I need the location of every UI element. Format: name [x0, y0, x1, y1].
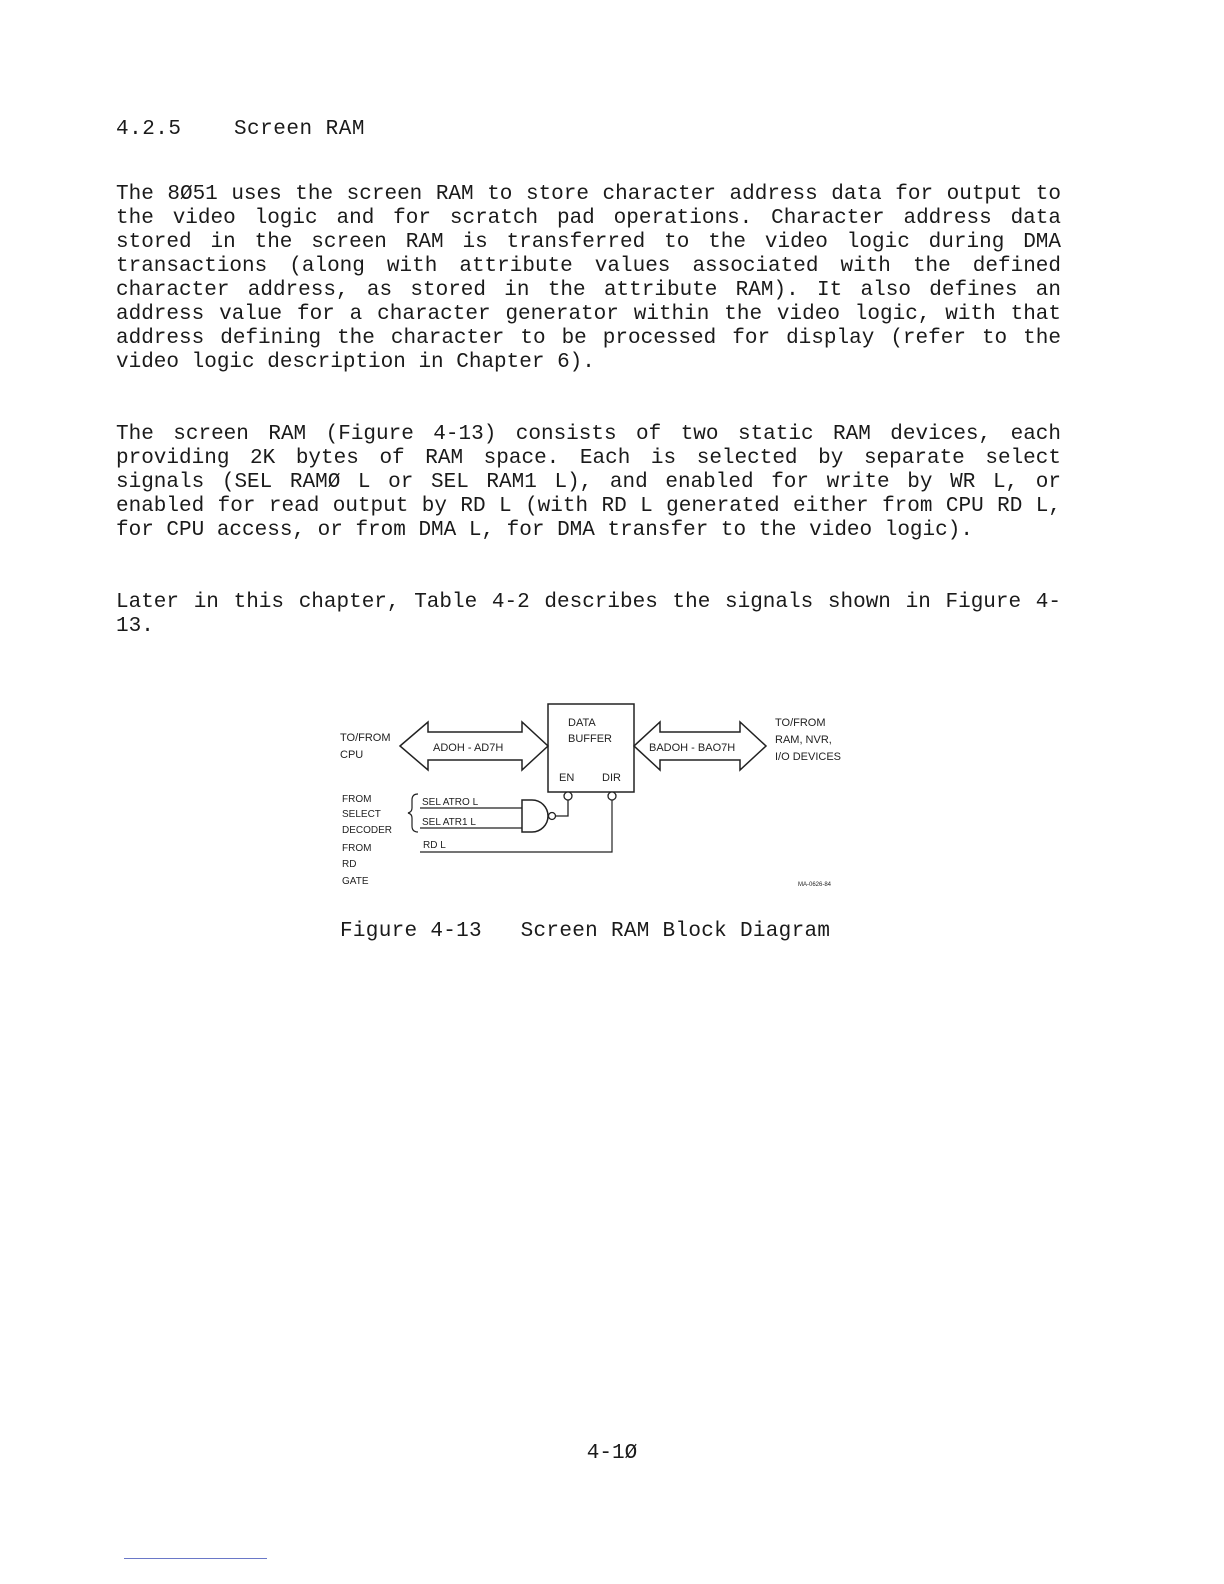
label-from-select-2: SELECT	[342, 809, 381, 820]
label-data: DATA	[568, 717, 596, 729]
label-dir: DIR	[602, 772, 621, 784]
label-from-rd-2: RD	[342, 859, 357, 870]
section-heading	[116, 118, 365, 141]
en-bubble	[564, 792, 572, 800]
select-decoder-brace	[408, 794, 418, 832]
label-to-from-dev-2: RAM, NVR,	[775, 734, 832, 746]
dir-bubble	[608, 792, 616, 800]
paragraph-screen-ram-usage: The 8Ø51 uses the screen RAM to store character address data for output to the video logic and for scratch pad operations. Character address data stored in the screen RAM is transferred to the video logic during DMA transactions (along with attribute values associated with the defined character address, as stored in the attribute RAM). It also defines an address value for a character generator within the video logic, with that address defining the character to be processed for display (refer to the video logic description in Chapter 6).	[116, 183, 1061, 374]
label-from-rd-1: FROM	[342, 843, 372, 854]
label-cpu-bus: ADOH - AD7H	[433, 742, 504, 754]
page-number: 4-1Ø	[586, 1442, 638, 1465]
label-to-from-cpu-1: TO/FROM	[340, 732, 391, 744]
section-number: 4.2.5	[116, 118, 182, 141]
label-to-from-dev-3: I/O DEVICES	[775, 751, 842, 763]
nand-gate	[522, 800, 548, 832]
label-to-from-dev-1: TO/FROM	[775, 717, 826, 729]
label-device-bus: BADOH - BAO7H	[649, 742, 736, 754]
label-drawing-id: MA-0626-84	[798, 882, 832, 888]
section-title: Screen RAM	[233, 118, 365, 141]
label-from-select-1: FROM	[342, 794, 372, 805]
label-sel-atr1: SEL ATR1 L	[422, 817, 476, 828]
nand-bubble	[549, 813, 556, 820]
screen-ram-block-diagram	[330, 696, 870, 896]
footer-rule	[124, 1558, 267, 1559]
label-buffer: BUFFER	[568, 733, 612, 745]
label-to-from-cpu-2: CPU	[340, 749, 364, 761]
gate-to-en-wire	[556, 800, 568, 816]
label-from-select-3: DECODER	[342, 825, 393, 836]
figure-caption: Figure 4-13 Screen RAM Block Diagram	[340, 920, 831, 943]
label-en: EN	[559, 772, 575, 784]
label-sel-atr0: SEL ATRO L	[422, 797, 479, 808]
block-diagram-svg	[330, 696, 870, 896]
paragraph-screen-ram-devices: The screen RAM (Figure 4-13) consists of two static RAM devices, each providing 2K bytes of RAM space. Each is selected by separate select signals (SEL RAMØ L or SEL RAM1 L), and enabled for write by WR L, or enabled for read output by RD L (with RD L generated either from CPU RD L, for CPU access, or from DMA L, for DMA transfer to the video logic).	[116, 423, 1061, 542]
label-from-rd-3: GATE	[342, 876, 369, 887]
paragraph-table-reference: Later in this chapter, Table 4-2 describes the signals shown in Figure 4-13.	[116, 591, 1061, 638]
label-rd-l: RD L	[423, 840, 446, 851]
